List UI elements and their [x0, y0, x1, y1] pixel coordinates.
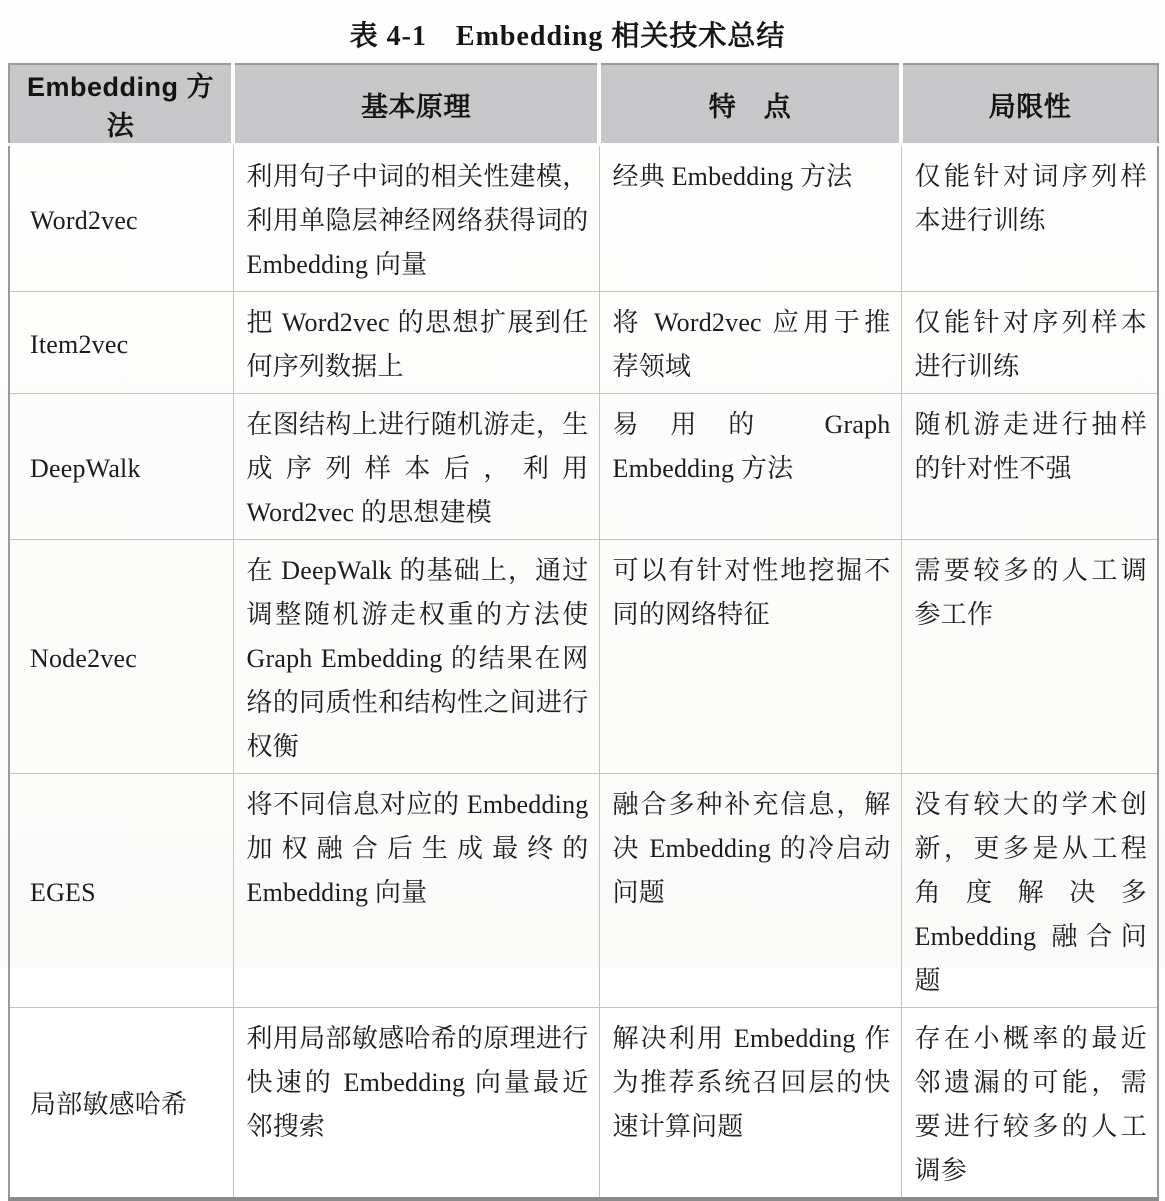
feature-cell: 经典 Embedding 方法	[599, 145, 901, 292]
col-header-feature: 特 点	[599, 64, 901, 145]
limitation-cell: 仅能针对序列样本进行训练	[901, 292, 1158, 394]
table-header-row	[9, 64, 1158, 145]
col-header-limitation: 局限性	[901, 64, 1158, 145]
principle-cell: 在图结构上进行随机游走，生成序列样本后，利用 Word2vec 的思想建模	[233, 394, 599, 540]
feature-cell: 解决利用 Embedding 作为推荐系统召回层的快速计算问题	[599, 1008, 901, 1200]
table-title: 表 4-1 Embedding 相关技术总结	[349, 21, 786, 52]
table-row	[9, 1008, 1158, 1200]
principle-cell: 把 Word2vec 的思想扩展到任何序列数据上	[233, 292, 599, 394]
limitation-cell: 需要较多的人工调参工作	[901, 540, 1158, 774]
table-row	[9, 540, 1158, 774]
method-cell: Item2vec	[9, 292, 233, 394]
table-row	[9, 292, 1158, 394]
principle-cell: 利用句子中词的相关性建模，利用单隐层神经网络获得词的 Embedding 向量	[233, 145, 599, 292]
table-row	[9, 774, 1158, 1008]
col-header-method: Embedding 方法	[9, 64, 233, 145]
principle-cell: 将不同信息对应的 Embedding 加权融合后生成最终的 Embedding 向量	[233, 774, 599, 1008]
feature-cell: 可以有针对性地挖掘不同的网络特征	[599, 540, 901, 774]
table-row	[9, 394, 1158, 540]
limitation-cell: 随机游走进行抽样的针对性不强	[901, 394, 1158, 540]
feature-cell: 易用的 Graph Embedding 方法	[599, 394, 901, 540]
limitation-cell: 没有较大的学术创新，更多是从工程角度解决多 Embedding 融合问题	[901, 774, 1158, 1008]
method-cell: 局部敏感哈希	[9, 1008, 233, 1200]
embedding-summary-table	[8, 63, 1159, 1201]
col-header-principle: 基本原理	[233, 64, 599, 145]
feature-cell: 融合多种补充信息，解决 Embedding 的冷启动问题	[599, 774, 901, 1008]
principle-cell: 利用局部敏感哈希的原理进行快速的 Embedding 向量最近邻搜索	[233, 1008, 599, 1200]
limitation-cell: 存在小概率的最近邻遗漏的可能，需要进行较多的人工调参	[901, 1008, 1158, 1200]
feature-cell: 将 Word2vec 应用于推荐领域	[599, 292, 901, 394]
principle-cell: 在 DeepWalk 的基础上，通过调整随机游走权重的方法使 Graph Embedding 的结果在网络的同质性和结构性之间进行权衡	[233, 540, 599, 774]
method-cell: Node2vec	[9, 540, 233, 774]
method-cell: Word2vec	[9, 145, 233, 292]
method-cell: EGES	[9, 774, 233, 1008]
method-cell: DeepWalk	[9, 394, 233, 540]
limitation-cell: 仅能针对词序列样本进行训练	[901, 145, 1158, 292]
table-row	[9, 145, 1158, 292]
